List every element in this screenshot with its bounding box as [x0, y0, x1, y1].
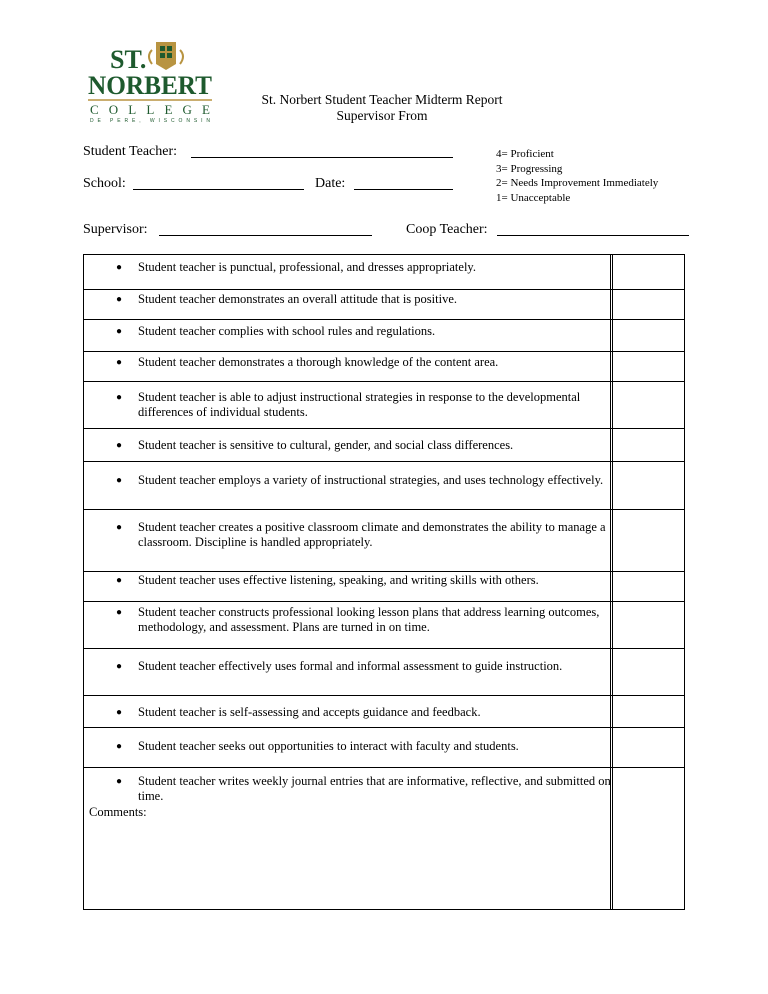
criterion-text: Student teacher effectively uses formal and informal assessment to guide instruction.: [138, 659, 563, 673]
school-field[interactable]: [133, 189, 304, 190]
bullet-icon: ●: [116, 475, 123, 486]
school-label: School:: [83, 176, 126, 191]
bullet-icon: ●: [116, 326, 123, 337]
logo-line-location: DE PERE, WISCONSIN: [90, 118, 210, 124]
row-divider: [84, 695, 684, 696]
coop-teacher-field[interactable]: [497, 235, 689, 236]
report-subtitle: Supervisor From: [336, 108, 428, 123]
row-divider: [84, 509, 684, 510]
report-header: [200, 92, 564, 124]
row-divider: [84, 461, 684, 462]
row-divider: [84, 648, 684, 649]
bullet-icon: ●: [116, 392, 123, 403]
criterion-text: Student teacher is sensitive to cultural, gender, and social class differences.: [138, 438, 514, 452]
bullet-icon: ●: [116, 357, 123, 368]
supervisor-field[interactable]: [159, 235, 372, 236]
criterion-text: Student teacher is self-assessing and accepts guidance and feedback.: [138, 705, 481, 719]
bullet-icon: ●: [116, 440, 123, 451]
criterion-text: Student teacher demonstrates a thorough knowledge of the content area.: [138, 355, 499, 369]
college-logo-graphic: [86, 40, 214, 124]
evaluation-table: [83, 254, 685, 910]
row-divider: [84, 767, 684, 768]
comments-label: Comments:: [89, 805, 147, 819]
bullet-icon: ●: [116, 661, 123, 672]
crest-icon: [149, 42, 183, 70]
college-logo: [86, 40, 214, 124]
criterion-text: Student teacher creates a positive classroom climate and demonstrates the ability to manage a classroom. Discipline is handled appropriately.: [138, 520, 606, 549]
row-divider: [84, 428, 684, 429]
row-divider: [84, 727, 684, 728]
bullet-icon: ●: [116, 776, 123, 787]
date-field[interactable]: [354, 189, 453, 190]
criterion-text: Student teacher is punctual, professional, and dresses appropriately.: [138, 260, 476, 274]
student-teacher-label: Student Teacher:: [83, 144, 178, 159]
row-divider: [84, 319, 684, 320]
supervisor-label: Supervisor:: [83, 222, 148, 237]
criterion-text: Student teacher constructs professional looking lesson plans that address learning outcomes, methodology, and assessment. Plans are turned in on time.: [138, 605, 600, 634]
row-divider: [84, 381, 684, 382]
bullet-icon: ●: [116, 707, 123, 718]
bullet-icon: ●: [116, 522, 123, 533]
rating-scale: [496, 147, 658, 205]
criterion-text: Student teacher employs a variety of instructional strategies, and uses technology effectively.: [138, 473, 604, 487]
bullet-icon: ●: [116, 607, 123, 618]
criterion-text: Student teacher is able to adjust instructional strategies in response to the developmental differences of individual students.: [138, 390, 581, 419]
criterion-text: Student teacher demonstrates an overall attitude that is positive.: [138, 292, 458, 306]
logo-line-st: ST.: [110, 45, 147, 74]
scale-4: 4= Proficient: [496, 148, 554, 160]
scale-2: 2= Needs Improvement Immediately: [496, 177, 659, 189]
bullet-icon: ●: [116, 575, 123, 586]
bullet-icon: ●: [116, 262, 123, 273]
report-title: St. Norbert Student Teacher Midterm Report: [261, 92, 503, 107]
row-divider: [84, 289, 684, 290]
logo-line-norbert: NORBERT: [88, 71, 212, 100]
criterion-text: Student teacher uses effective listening, speaking, and writing skills with others.: [138, 573, 539, 587]
criterion-text: Student teacher complies with school rules and regulations.: [138, 324, 436, 338]
row-divider: [84, 571, 684, 572]
bullet-icon: ●: [116, 741, 123, 752]
date-label: Date:: [315, 176, 346, 191]
row-divider: [84, 351, 684, 352]
criterion-text: Student teacher writes weekly journal entries that are informative, reflective, and submitted on time.: [138, 774, 611, 803]
criterion-text: Student teacher seeks out opportunities to interact with faculty and students.: [138, 739, 519, 753]
student-teacher-field[interactable]: [191, 157, 453, 158]
logo-line-college: COLLEGE: [90, 102, 210, 117]
scale-1: 1= Unacceptable: [496, 191, 571, 204]
row-divider: [84, 601, 684, 602]
coop-teacher-label: Coop Teacher:: [406, 222, 488, 237]
scale-3: 3= Progressing: [496, 162, 563, 175]
bullet-icon: ●: [116, 294, 123, 305]
